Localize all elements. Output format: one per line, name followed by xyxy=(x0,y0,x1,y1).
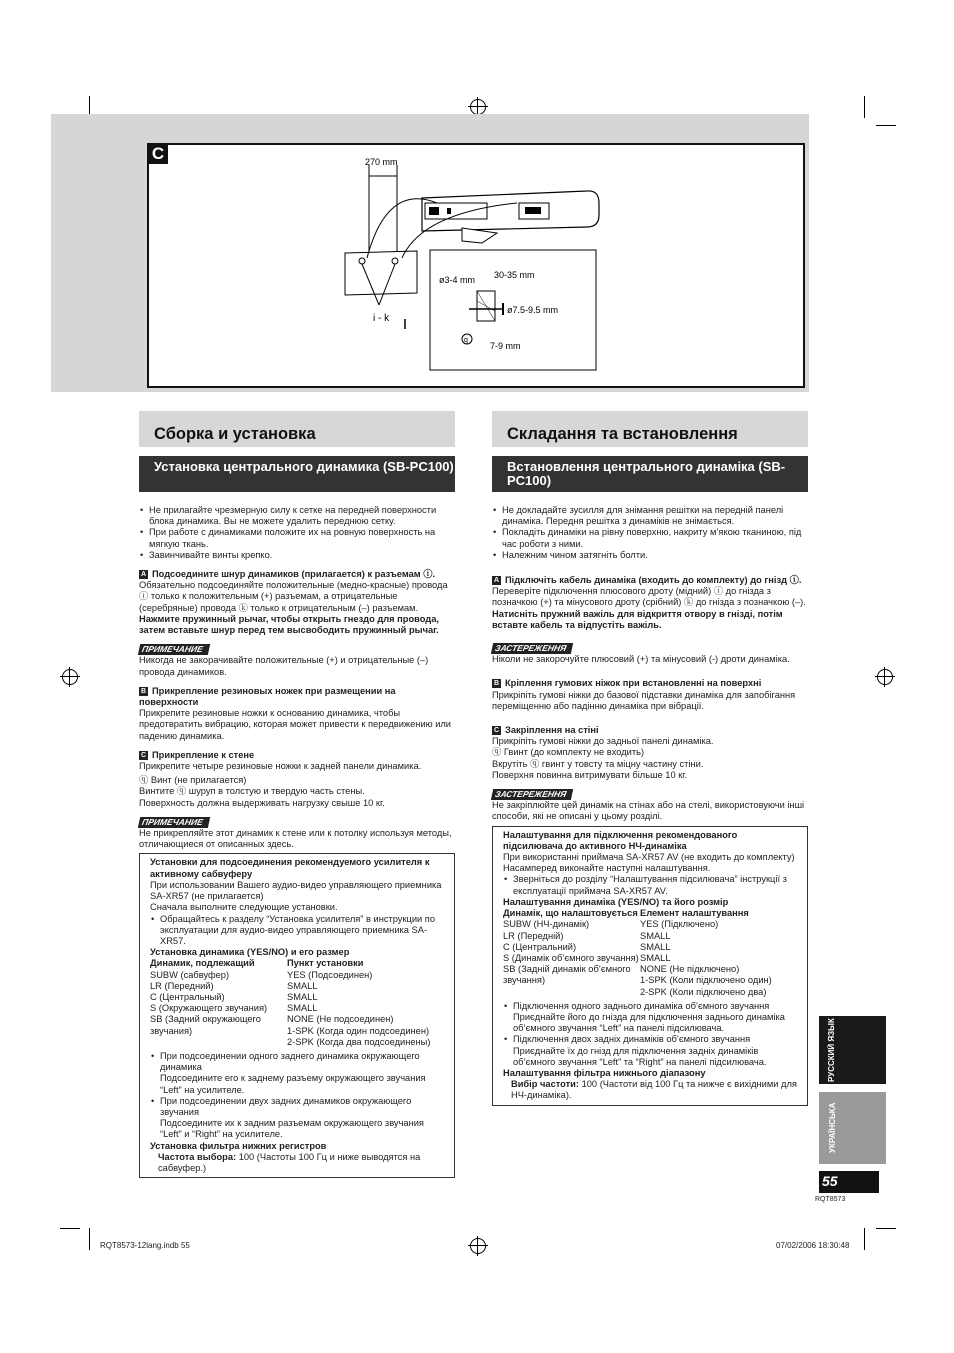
footer-timestamp: 07/02/2006 18:30:48 xyxy=(776,1241,850,1250)
ru-stepA-title: A Подсоедините шнур динамиков (прилагается) к разъемам ⓘ. xyxy=(140,569,436,580)
ru-amp-settings-box xyxy=(139,853,455,1178)
marker-q: q xyxy=(464,337,468,344)
box-filter: Частота выбора: 100 (Частоты 100 Гц и ниже выводятся на сабвуфер.) xyxy=(158,1151,421,1173)
uk-section-title: Складання та встановлення xyxy=(492,411,808,447)
uk-intro-list xyxy=(492,505,808,561)
ru-stepC-line: Прикрепите четыре резиновые ножки к задней панели динамика. xyxy=(139,761,422,772)
uk-stepC-line: Поверхня повинна витримувати більше 10 кг. xyxy=(492,769,688,780)
uk-stepC-title: C Закріплення на стіні xyxy=(493,725,599,736)
ru-note-label: ПРИМЕЧАНИЕ xyxy=(138,644,210,655)
language-tab-ru-label: РУССКИЙ ЯЗЫК xyxy=(827,1018,836,1082)
step-letter: C xyxy=(493,727,500,735)
ru-note-label: ПРИМЕЧАНИЕ xyxy=(138,817,210,828)
table-row: S (Окружающего звучания) SMALL xyxy=(150,1003,318,1014)
box-title: Установки для подсоединения рекомендуемого усилителя к активному сабвуферу xyxy=(150,857,430,879)
language-tab-uk-label: УКРАЇНСЬКА xyxy=(828,1102,837,1154)
box-text: При використанні приймача SA-XR57 AV (не входить до комплекту) xyxy=(503,852,795,863)
ru-stepC-line: Поверхность должна выдерживать нагрузку свыше 10 кг. xyxy=(139,797,385,808)
terminal-detail xyxy=(462,228,497,243)
list-item: • Належним чином затягніть болти. xyxy=(492,550,808,561)
uk-note-label: ЗАСТЕРЕЖЕННЯ xyxy=(491,643,574,654)
dia-screw-label: ø3-4 mm xyxy=(439,275,475,285)
uk-stepA-note: Ніколи не закорочуйте плюсовий (+) та мінусовий (-) дроти динаміка. xyxy=(492,654,790,665)
figure-badge: C xyxy=(148,144,168,164)
box-filter-title: Установка фильтра нижних регистров xyxy=(150,1140,327,1151)
registration-mark-icon xyxy=(877,669,893,685)
table-row: SB (Задний окружающего звучания) NONE (Не подсоединен) 1-SPK (Когда один подсоединен) 2-SPK (Когда два подсоединены) xyxy=(150,1014,431,1047)
ru-stepA-body: Обязательно подсоединяйте положительные (медно-красные) провода ⓘ только к положительным (+) разъемам, а отрицательные (серебряные) провода ⓚ только к отрицательным (–) разъемам. xyxy=(139,580,448,613)
table-header: Динамік, що налаштовується Елемент налаштування xyxy=(503,908,749,919)
list-item: • При работе с динамиками положите их на ровную поверхность на мягкую ткань. xyxy=(139,527,455,549)
ru-stepC-line: ⓠ Винт (не прилагается) xyxy=(139,775,247,786)
ru-stepC-note: Не прикрепляйте этот динамик к стене или к потолку используя методы, отличающиеся от описанных здесь. xyxy=(139,828,452,850)
step-letter: B xyxy=(493,680,500,688)
table-row: LR (Передній) SMALL xyxy=(503,930,671,941)
ru-section-title: Сборка и установка xyxy=(139,411,455,447)
list-item: • При подсоединении одного заднего динамика окружающего динамика Подсоедините его к заднему разъему окружающего звучания “Left” на усилителе. xyxy=(150,1051,444,1096)
table-row: SB (Задній динамік об’ємного звучання) NONE (Не підключено) 1-SPK (Коли підключено один) 2-SPK (Коли підключено два) xyxy=(503,964,772,997)
uk-stepB-body: Прикріпіть гумові ніжки до базової підставки динаміка для запобігання переміщенню або падінню динаміка при вібрації. xyxy=(492,689,796,711)
list-item: • При подсоединении двух задних динамиков окружающего звучания Подсоедините их к задним разъемам окружающего звучания “Left” и “Right” на усилителе. xyxy=(150,1096,444,1141)
list-item: • Завинчивайте винты крепко. xyxy=(139,550,455,561)
uk-stepC-line: Прикріпіть гумові ніжки до задньої панелі динаміка. xyxy=(492,736,714,747)
list-item: • Обращайтесь к разделу “Установка усилителя” в инструкции по эксплуатации для аудио-видео управляющего приемника SA-XR57. xyxy=(150,914,444,948)
step-letter: B xyxy=(140,687,147,695)
bracket-hole-icon xyxy=(525,207,541,214)
uk-stepA-title: A Підключіть кабель динаміка (входить до комплекту) до гнізд ⓘ. xyxy=(493,575,802,586)
crop-mark xyxy=(864,96,865,118)
page-number: 55 xyxy=(822,1173,838,1189)
step-letter: A xyxy=(140,571,147,579)
crop-mark xyxy=(876,125,896,126)
table-row: SUBW (НЧ-динамік) YES (Підключено) xyxy=(503,919,719,930)
installation-diagram xyxy=(147,143,803,386)
box-table-title: Установка динамика (YES/NO) и его размер xyxy=(150,947,350,958)
uk-body xyxy=(492,505,808,1106)
dia-head-label: ø7.5-9.5 mm xyxy=(507,305,559,315)
uk-stepB-title: B Кріплення гумових ніжок при встановленні на поверхні xyxy=(493,678,762,689)
step-letter: C xyxy=(140,751,147,759)
uk-stepC-line: ⓠ Гвинт (до комплекту не входить) xyxy=(492,747,645,758)
uk-stepC-note: Не закріплюйте цей динамік на стінах або на стелі, використовуючи інші способи, які не описані у цьому розділі. xyxy=(492,800,805,822)
crop-mark xyxy=(864,1228,865,1250)
ru-stepC-line: Винтите ⓠ шуруп в толстую и твердую часть стены. xyxy=(139,786,365,797)
uk-note-label: ЗАСТЕРЕЖЕННЯ xyxy=(491,789,574,800)
ru-stepA-bold: Нажмите пружинный рычаг, чтобы открыть гнездо для провода, затем вставьте шнур перед тем высвободить пружинный рычаг. xyxy=(139,613,439,636)
registration-mark-icon xyxy=(470,99,486,115)
ru-subsection-title: Установка центрального динамика (SB-PC100) xyxy=(139,456,455,492)
terminal-icon xyxy=(429,207,439,215)
box-text: Сначала выполните следующие установки. xyxy=(150,902,338,913)
registration-mark-icon xyxy=(470,1238,486,1254)
list-item: • Підключення двох задніх динаміків об’ємного звучання Приєднайте їх до гнізд для підключення задніх динаміків об’ємного звучання “Left” та “Right” на панелі підсилювача. xyxy=(503,1034,797,1068)
table-row: C (Центральний) SMALL xyxy=(503,941,671,952)
table-header: Динамик, подлежащий Пункт установки xyxy=(150,958,364,969)
ru-stepA-note: Никогда не закорачивайте положительные (+) и отрицательные (–) провода динамиков. xyxy=(139,655,429,677)
registration-mark-icon xyxy=(62,669,78,685)
table-row: S (Динамік об’ємного звучання) SMALL xyxy=(503,952,671,963)
footer-file: RQT8573-12lang.indb 55 xyxy=(100,1241,190,1250)
crop-mark xyxy=(60,1228,80,1229)
dim-top-label: 270 mm xyxy=(365,157,398,167)
step-letter: A xyxy=(493,577,500,585)
list-item: • Покладіть динаміки на рівну поверхню, накриту м’якою тканиною, під час роботи з ними. xyxy=(492,527,808,549)
screw-point xyxy=(392,258,398,264)
wall-panel xyxy=(345,251,417,295)
marker-ik: i - k xyxy=(373,313,390,324)
head-gap-label: 7-9 mm xyxy=(490,341,521,351)
screw-point xyxy=(359,258,365,264)
ru-body xyxy=(139,505,455,1178)
terminal-icon xyxy=(447,208,451,214)
list-item: • Не прилагайте чрезмерную силу к сетке на передней поверхности блока динамика. Вы не можете удалить переднюю сетку. xyxy=(139,505,455,527)
doc-code: RQT8573 xyxy=(815,1196,846,1203)
box-text: Насамперед виконайте наступні налаштування. xyxy=(503,863,711,874)
ru-stepB-title: B Прикрепление резиновых ножек при размещении на поверхности xyxy=(139,685,396,708)
box-filter: Вибір частоти: 100 (Частоти від 100 Гц та нижче є вихідними для НЧ-динаміка). xyxy=(511,1079,797,1101)
uk-stepC-line: Вкрутіть ⓠ гвинт у товсту та міцну частину стіни. xyxy=(492,758,704,769)
box-title: Налаштування для підключення рекомендованого підсилювача до активного НЧ-динаміка xyxy=(503,829,738,851)
box-table-title: Налаштування динаміка (YES/NO) та його розмір xyxy=(503,896,729,907)
ru-stepC-title: C Прикрепление к стене xyxy=(140,749,255,760)
ru-intro-list xyxy=(139,505,455,561)
box-text: При использовании Вашего аудио-видео управляющего приемника SA-XR57 (не прилагается) xyxy=(150,879,442,902)
uk-amp-settings-box xyxy=(492,826,808,1106)
list-item: • Не докладайте зусилля для знімання решітки на передній панелі динаміка. Передня решітка з динаміків не знімається. xyxy=(492,505,808,527)
table-row: SUBW (сабвуфер) YES (Подсоединен) xyxy=(150,969,373,980)
ru-stepB-body: Прикрепите резиновые ножки к основанию динамика, чтобы предотвратить вибрацию, которая может привести к передвижению или падению динамика. xyxy=(139,708,452,741)
crop-mark xyxy=(876,1228,896,1229)
uk-stepA-bold: Натисніть пружний важіль для відкриття отвору в гнізді, потім вставте кабель та відпустіть важіль. xyxy=(492,608,783,630)
list-item: • Зверніться до розділу “Налаштування підсилювача” інструкції з експлуатації приймача SA-XR57 AV. xyxy=(503,874,797,896)
list-item: • Підключення одного заднього динаміка об’ємного звучання Приєднайте його до гнізда для підключення заднього динаміка об’ємного звучання “Left” на панелі підсилювача. xyxy=(503,1001,797,1035)
box-filter-title: Налаштування фільтра нижнього діапазону xyxy=(503,1067,706,1078)
uk-stepA-body: Переверіте підключення плюсового дроту (мідний) ⓘ до гнізда з позначкою (+) та мінусового дроту (срібний) ⓚ до гнізда з позначкою (–). xyxy=(492,586,806,608)
crop-mark xyxy=(89,1228,90,1250)
uk-subsection-title: Встановлення центрального динаміка (SB-PC100) xyxy=(492,456,808,492)
table-row: C (Центральный) SMALL xyxy=(150,991,318,1002)
table-row: LR (Передний) SMALL xyxy=(150,980,318,991)
depth-label: 30-35 mm xyxy=(494,270,535,280)
